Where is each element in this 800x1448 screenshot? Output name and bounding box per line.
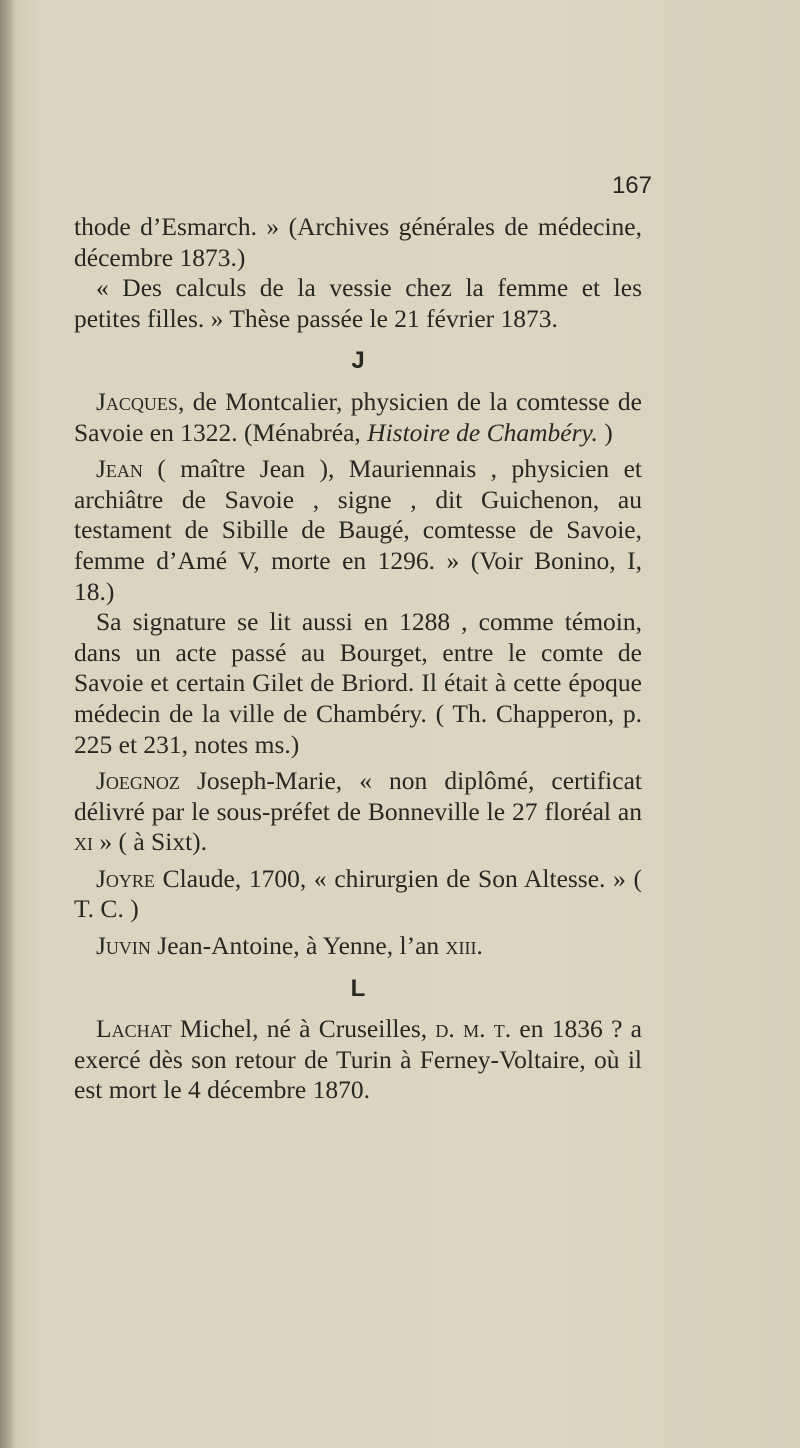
paragraph-esmarch: thode d’Esmarch. » (Archives générales de médecine, décembre 1873.) [74,212,642,272]
entry-text: Claude, 1700, « chirurgien de Son Altesse. » ( T. C. ) [74,863,642,924]
entry-end: . [476,931,483,961]
entry-year: xiii [445,931,477,961]
entry-name: Joyre [96,863,155,893]
entry-year: xi [74,827,93,857]
page-gutter-shadow [0,0,16,1448]
entry-juvin [74,931,642,962]
entry-lachat [74,1014,642,1106]
entry-jean [74,454,642,607]
entry-name: Jean [96,454,143,484]
entry-text: Joseph-Marie, « non diplômé, certificat délivré par le sous-préfet de Bonneville le 27 floréal an [74,766,642,826]
entry-end: en 1836 ? a exercé dès son retour de Turin à Ferney-Voltaire, où il est mort le 4 décembre 1870. [74,1014,642,1105]
section-letter-l: L [350,974,366,1002]
entry-italic-title: Histoire de Chambéry. [367,417,598,447]
entry-joyre [74,864,642,925]
entry-text: Jean-Antoine, à Yenne, l’an [150,931,446,961]
entry-text: Michel, né à Cruseilles, [171,1014,436,1044]
entry-name: Lachat [96,1014,172,1044]
page-number: 167 [611,172,652,199]
entry-jacques [74,387,642,448]
entry-name: Joegnoz [96,766,180,796]
paragraph-calculs: « Des calculs de la vessie chez la femme et les petites filles. » Thèse passée le 21 février 1873. [74,273,642,333]
paragraph-signature: Sa signature se lit aussi en 1288 , comme témoin, dans un acte passé au Bourget, entre le comte de Savoie et certain Gilet de Briord. Il était à cette époque médecin de la ville de Chambéry. ( Th. Chapperon, p. 225 et 231, notes ms.) [74,607,642,759]
entry-name: Jacques [96,386,178,416]
entry-title: d. m. t. [435,1014,512,1044]
entry-joegnoz [74,766,642,858]
entry-text: , de Montcalier, physicien de la comtesse de Savoie en 1322. (Ménabréa, [74,386,642,447]
entry-name: Juvin [96,931,151,961]
section-letter-j: J [351,347,365,375]
entry-end: ) [597,417,613,447]
entry-text: ( maître Jean ), Mauriennais , physicien et archiâtre de Savoie , signe , dit Guichenon, au testament de Sibille de Baugé, comtesse de Savoie, femme d’Amé V, morte en 1296. » (Voir Bonino, I, 18.) [74,454,642,606]
page-body [74,212,642,1106]
entry-end: » ( à Sixt). [93,827,208,857]
